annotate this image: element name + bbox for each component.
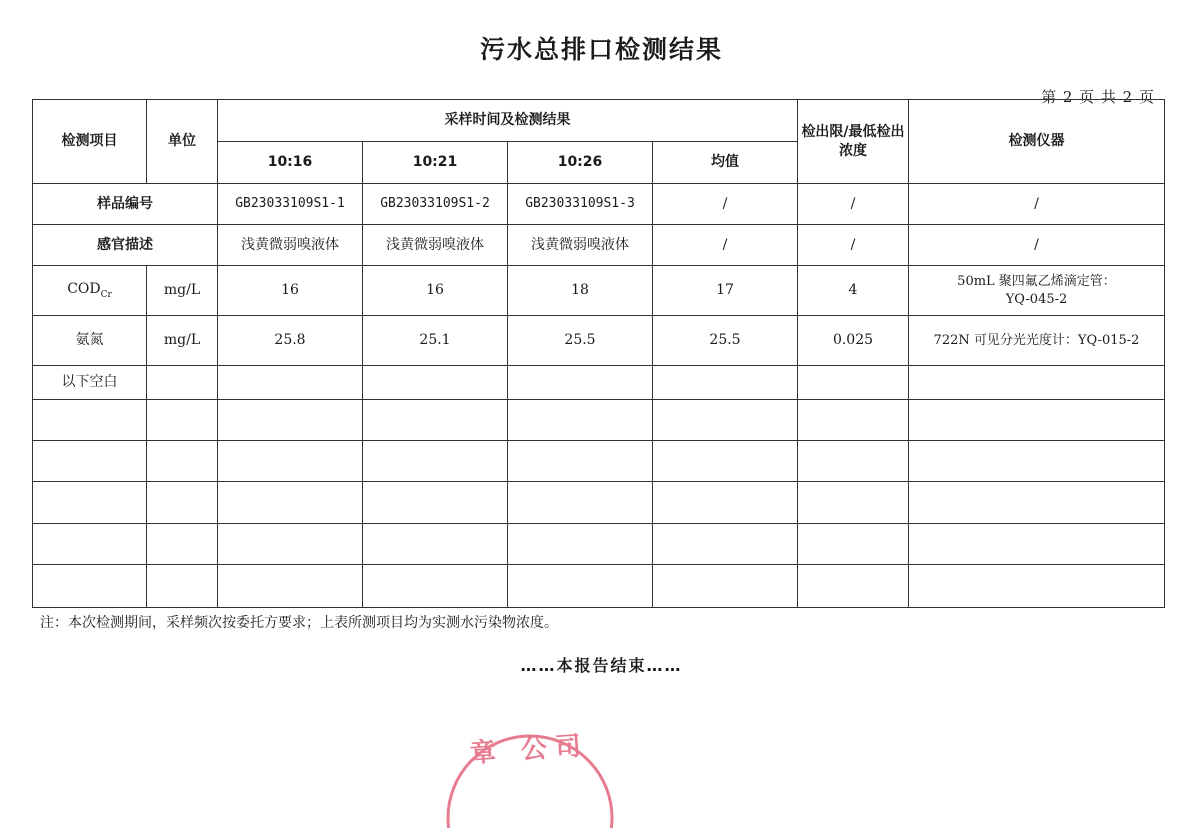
empty-cell bbox=[798, 524, 909, 565]
empty-cell bbox=[653, 482, 798, 524]
empty-cell bbox=[909, 565, 1165, 608]
header-sampling: 采样时间及检测结果 bbox=[218, 100, 798, 142]
table-row-sensory bbox=[33, 225, 1165, 266]
stamp-text: 章 公司 bbox=[469, 730, 590, 770]
cod-label-sub: Cr bbox=[100, 289, 112, 300]
company-seal-stamp bbox=[440, 708, 620, 828]
empty-cell bbox=[218, 441, 363, 482]
empty-cell bbox=[798, 565, 909, 608]
cod-label-main: COD bbox=[67, 281, 101, 298]
empty-cell bbox=[33, 524, 147, 565]
table-row-empty bbox=[33, 524, 1165, 565]
empty-cell bbox=[798, 400, 909, 441]
empty-cell bbox=[909, 482, 1165, 524]
empty-cell bbox=[363, 366, 508, 400]
empty-cell bbox=[909, 366, 1165, 400]
sensory-mean: / bbox=[653, 225, 798, 266]
empty-cell bbox=[653, 400, 798, 441]
sample-id-instrument: / bbox=[909, 184, 1165, 225]
sensory-3: 浅黄微弱嗅液体 bbox=[508, 225, 653, 266]
sample-id-2: GB23033109S1-2 bbox=[363, 184, 508, 225]
sensory-limit: / bbox=[798, 225, 909, 266]
header-unit: 单位 bbox=[147, 100, 218, 184]
empty-cell bbox=[218, 565, 363, 608]
cod-value-2: 16 bbox=[363, 266, 508, 316]
sensory-instrument: / bbox=[909, 225, 1165, 266]
sample-id-3: GB23033109S1-3 bbox=[508, 184, 653, 225]
blank-below-label: 以下空白 bbox=[33, 366, 147, 400]
table-row-empty bbox=[33, 565, 1165, 608]
ammonia-value-2: 25.1 bbox=[363, 316, 508, 366]
empty-cell bbox=[363, 482, 508, 524]
empty-cell bbox=[218, 524, 363, 565]
ammonia-mean: 25.5 bbox=[653, 316, 798, 366]
empty-cell bbox=[147, 482, 218, 524]
cod-value-1: 16 bbox=[218, 266, 363, 316]
empty-cell bbox=[147, 565, 218, 608]
empty-cell bbox=[798, 441, 909, 482]
empty-cell bbox=[33, 441, 147, 482]
empty-cell bbox=[798, 366, 909, 400]
ammonia-unit: mg/L bbox=[147, 316, 218, 366]
sample-id-1: GB23033109S1-1 bbox=[218, 184, 363, 225]
empty-cell bbox=[147, 400, 218, 441]
row-label-sample-id: 样品编号 bbox=[33, 184, 218, 225]
cod-instrument-line-2: YQ-045-2 bbox=[1005, 291, 1068, 307]
empty-cell bbox=[363, 400, 508, 441]
empty-cell bbox=[508, 441, 653, 482]
table-row-empty bbox=[33, 482, 1165, 524]
empty-cell bbox=[147, 366, 218, 400]
cod-instrument bbox=[909, 266, 1165, 316]
table-row-cod bbox=[33, 266, 1165, 316]
row-label-ammonia: 氨氮 bbox=[33, 316, 147, 366]
page-number: 第 2 页 共 2 页 bbox=[1041, 88, 1155, 106]
report-title: 污水总排口检测结果 bbox=[479, 35, 723, 64]
ammonia-value-3: 25.5 bbox=[508, 316, 653, 366]
sample-id-mean: / bbox=[653, 184, 798, 225]
empty-cell bbox=[33, 400, 147, 441]
header-time-3: 10:26 bbox=[508, 142, 653, 184]
sample-id-limit: / bbox=[798, 184, 909, 225]
empty-cell bbox=[653, 366, 798, 400]
results-table bbox=[32, 99, 1165, 608]
table-row-empty bbox=[33, 441, 1165, 482]
row-label-cod bbox=[33, 266, 147, 316]
empty-cell bbox=[363, 565, 508, 608]
header-detection-limit: 检出限/最低检出浓度 bbox=[798, 100, 909, 184]
empty-cell bbox=[218, 400, 363, 441]
table-row-ammonia bbox=[33, 316, 1165, 366]
header-row-1 bbox=[33, 100, 1165, 142]
sensory-2: 浅黄微弱嗅液体 bbox=[363, 225, 508, 266]
ammonia-limit: 0.025 bbox=[798, 316, 909, 366]
empty-cell bbox=[508, 565, 653, 608]
cod-value-3: 18 bbox=[508, 266, 653, 316]
sensory-1: 浅黄微弱嗅液体 bbox=[218, 225, 363, 266]
table-row-empty bbox=[33, 400, 1165, 441]
empty-cell bbox=[909, 400, 1165, 441]
table-row-sample-id bbox=[33, 184, 1165, 225]
empty-cell bbox=[363, 524, 508, 565]
empty-cell bbox=[909, 524, 1165, 565]
empty-cell bbox=[147, 441, 218, 482]
header-mean: 均值 bbox=[653, 142, 798, 184]
empty-cell bbox=[33, 482, 147, 524]
header-item: 检测项目 bbox=[33, 100, 147, 184]
header-instrument: 检测仪器 bbox=[909, 100, 1165, 184]
empty-cell bbox=[363, 441, 508, 482]
empty-cell bbox=[218, 482, 363, 524]
cod-mean: 17 bbox=[653, 266, 798, 316]
header-time-1: 10:16 bbox=[218, 142, 363, 184]
footnote: 注：本次检测期间，采样频次按委托方要求；上表所测项目均为实测水污染物浓度。 bbox=[40, 615, 558, 631]
empty-cell bbox=[909, 441, 1165, 482]
row-label-sensory: 感官描述 bbox=[33, 225, 218, 266]
empty-cell bbox=[508, 400, 653, 441]
empty-cell bbox=[653, 524, 798, 565]
empty-cell bbox=[653, 441, 798, 482]
empty-cell bbox=[33, 565, 147, 608]
cod-unit: mg/L bbox=[147, 266, 218, 316]
ammonia-instrument: 722N 可见分光光度计：YQ-015-2 bbox=[909, 316, 1165, 366]
empty-cell bbox=[508, 366, 653, 400]
cod-limit: 4 bbox=[798, 266, 909, 316]
empty-cell bbox=[147, 524, 218, 565]
end-of-report: ……本报告结束…… bbox=[520, 656, 683, 675]
empty-cell bbox=[218, 366, 363, 400]
empty-cell bbox=[508, 482, 653, 524]
cod-instrument-line-1: 50mL 聚四氟乙烯滴定管： bbox=[957, 273, 1116, 289]
empty-cell bbox=[798, 482, 909, 524]
empty-cell bbox=[653, 565, 798, 608]
table-row-blank-note bbox=[33, 366, 1165, 400]
header-time-2: 10:21 bbox=[363, 142, 508, 184]
ammonia-value-1: 25.8 bbox=[218, 316, 363, 366]
empty-cell bbox=[508, 524, 653, 565]
